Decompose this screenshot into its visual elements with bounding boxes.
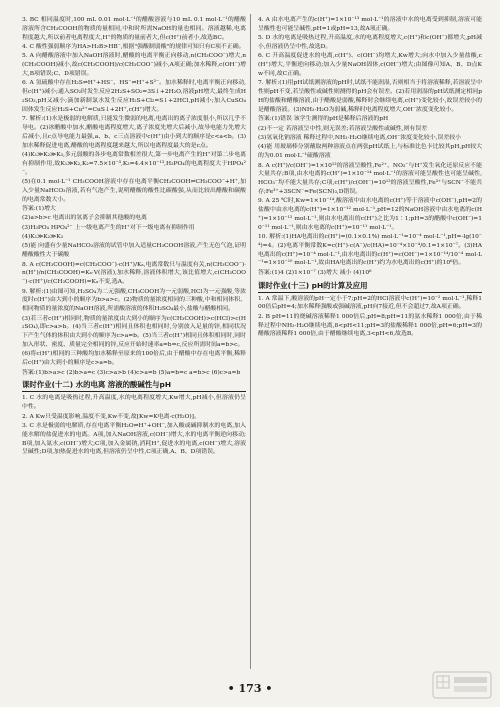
answer-paragraph: 6. C 升高温度促进水的电离,c(H⁺)、c(OH⁻)均增大,Kw增大;向水中加入少量盐酸,c(H⁺)增大,平衡逆向移动;加入少量NaOH固体,c(OH⁻)增大;由图像可知A、B、D点Kw不同,故C正确。: [258, 53, 482, 77]
right-column: [258, 16, 482, 671]
answer-paragraph: 6. A 氢硫酸中存在H₂S⇌H⁺+HS⁻、HS⁻⇌H⁺+S²⁻。加水稀释时,电离平衡正向移动,但c(H⁺)减小;通入SO₂时发生反应2H₂S+SO₂=3S↓+2H₂O,溶液pH增大,最终生成H₂SO₃,pH又减小;滴加新制氯水发生反应H₂S+Cl₂=S↓+2HCl,pH减小;加入CuSO₄固体发生反应H₂S+Cu²⁺=CuS↓+2H⁺,c(H⁺)增大。: [22, 80, 246, 113]
answer-paragraph: 8. A c(CH₃COOH)=c(CH₃COO⁻)·c(H⁺)/Kₐ,电离常数只与温度有关,n(CH₃COO⁻)·n(H⁺)/n(CH₃COOH)=Kₐ·V(溶液),加水稀释,溶液体积增大,该比值增大,c(CH₃COO⁻)·c(H⁺)/c(CH₃COOH)=Kₐ不变,选A。: [22, 261, 246, 286]
answer-paragraph: 1. C 水的电离是吸热过程,升高温度,水的电离程度增大,Kw增大,pH减小,但溶液仍呈中性。: [22, 395, 246, 411]
answer-paragraph: 答案:(1)增大: [22, 205, 56, 212]
answer-paragraph: 8. A c(H⁺)/c(OH⁻)=1×10¹²的溶液呈酸性,Fe²⁺、NO₃⁻与H⁺发生氧化还原反应不能大量共存;B项,由水电离的c(H⁺)=1×10⁻¹⁴ mol·L⁻¹的溶液可能呈酸性也可能呈碱性,HCO₃⁻均不能大量共存;C项,c(H⁺)/c(OH⁻)=10¹²的溶液呈酸性,Fe³⁺与SCN⁻不能共存;Fe³⁺+3SCN⁻=Fe(SCN)₃,D错误。: [258, 162, 482, 195]
answer-paragraph: 9. A 25 ℃时,Kw=1×10⁻¹⁴,酸溶液中由水电离的c(H⁺)等于溶液中c(OH⁻),pH=2的盐酸中由水电离的c(H⁺)=1×10⁻¹² mol·L⁻¹,pH=12的NaOH溶液中由水电离的c(H⁺)=1×10⁻¹² mol·L⁻¹,则由水电离出的c(H⁺)之比为1∶1;pH=3的醋酸中c(OH⁻)=10⁻¹¹ mol·L⁻¹,则由水电离的c(H⁺)=10⁻¹¹ mol·L⁻¹。: [258, 198, 482, 231]
answer-paragraph: (3)若三者c(H⁺)相同时,物质的量浓度由大到小的顺序为c(CH₃COOH)>c(HCl)>c(H₂SO₄),即c>a>b。(4)当三者c(H⁺)相同且体积也相同时,分别放入足量的锌,相同状况下产生气体的体积由大到小的顺序为c>a=b。(5)当三者c(H⁺)相同且体积相同时,同时加入形状、密度、质量完全相同的锌,反应开始时速率a=b=c,反应所需时间a=b>c。: [22, 315, 246, 348]
answer-paragraph: 3. C 水是极弱的电解质,存在电离平衡H₂O⇌H⁺+OH⁻,加入酸或碱抑制水的电离,加入能水解的盐促进水的电离。A项,加入NaOH溶液,c(OH⁻)增大,水的电离平衡逆向移动;B项,加入氨水,c(OH⁻)增大;C项,加入金属钠,消耗H⁺,促进水的电离,c(OH⁻)增大,溶液呈碱性;D项,加热促进水的电离,但溶液仍呈中性,C项正确,A、B、D项错误。: [22, 422, 246, 456]
answer-paragraph: 答案:(1)错误 该学生测得的pH是稀释后溶液的pH: [258, 116, 389, 123]
answer-paragraph: (4)K₁≫K₂≫K₃: [22, 234, 63, 241]
answer-paragraph: 2. A Kw只受温度影响,温度不变,Kw不变,故[Kw=K电离·c(H₂O)]。: [22, 413, 200, 420]
answer-paragraph: 5. D 水的电离是吸热过程,升高温度,水的电离程度增大,c(H⁺)和c(OH⁻)都增大,pH减小,但溶液仍呈中性,故选D。: [258, 35, 482, 50]
answer-paragraph: 3. BC 相同温度时,100 mL 0.01 mol·L⁻¹的醋酸溶液与10 mL 0.1 mol·L⁻¹的醋酸溶液所含CH₃COOH的物质的量相同,中和时所需NaOH的量也相同。溶液越稀,电离程度越大,所以前者电离程度大,H⁺的物质的量前者大,但c(H⁺)前者小,故选BC。: [22, 17, 246, 41]
answer-paragraph: 4. A 由水电离产生的c(H⁺)=1×10⁻¹³ mol·L⁻¹的溶液中水的电离受到抑制,溶液可能呈酸性也可能呈碱性,pH=1或pH=13,故A项正确。: [258, 17, 482, 32]
answer-paragraph: 2. B pH=11的烧碱溶液稀释1 000倍后,pH=8;pH=11的氨水稀释1 000倍,由于稀释过程中NH₃·H₂O继续电离,8<pH<11;pH=3的盐酸稀释1 000倍,pH=6;pH=3的醋酸溶液稀释1 000倍,由于醋酸继续电离,3<pH<6,故选B。: [258, 313, 482, 338]
answer-paragraph: 答案:(1)b>a>c (2)b>a=c (3)c>a>b (4)c>a=b (5)a=b=c a=b>c (6)c>a=b: [22, 369, 241, 376]
answer-paragraph: (4)K₁≫K₂≫K₃,多元弱酸的各步电离常数相差很大,第一步电离产生的H⁺对第二步电离有抑制作用,故K₁≫K₂,K₂=7.5×10⁻³,K₃=4.4×10⁻¹³,H₃PO₄的电离程度大于HPO₄²⁻。: [22, 151, 246, 176]
answer-paragraph: (4)能 用玻璃棒分别蘸取两种溶液点在两张pH试纸上,与标准比色卡比较其pH,pH较大的为0.01 mol·L⁻¹硫酸溶液: [258, 144, 482, 160]
page-number: • 173 •: [227, 682, 273, 695]
answer-paragraph: 10. 解析:(1)HA电离出的c(H⁺)=(0.1×0.1%) mol·L⁻¹=10⁻⁴ mol·L⁻¹,pH=-lg(10⁻⁴)=4。(2)电离平衡常数K=c(H⁺)·c(A⁻)/c(HA)=10⁻⁴×10⁻⁴/0.1=1×10⁻⁷。(3)HA电离出的c(H⁺)=10⁻⁴ mol·L⁻¹,由水电离出的c(H⁺)=c(OH⁻)=1×10⁻¹⁴/10⁻⁴ mol·L⁻¹=1×10⁻¹⁰ mol·L⁻¹,故由HA电离出的c(H⁺)约为水电离出的c(H⁺)的10⁶倍。: [258, 234, 482, 267]
answer-paragraph: (3)H₃PO₄ HPO₄²⁻ 上一级电离产生的H⁺对下一级电离有抑制作用: [22, 224, 195, 231]
answer-paragraph: (5)能 向盛有少量NaHCO₃溶液的试管中加入适量CH₃COOH溶液,产生无色气泡,证明醋酸酸性大于碳酸: [22, 243, 246, 259]
answer-paragraph: 7. 解析:(1)用pH试纸测溶液的pH时,试纸不能润湿,否则相当于将溶液稀释,若溶液呈中性则pH不变,若呈酸性或碱性则测得的pH会有误差。(2)若用润湿的pH试纸测定相同pH的盐酸和醋酸溶液,由于醋酸是弱酸,稀释时会继续电离,c(H⁺)变化较小,故误差较小的是醋酸溶液。(3)NH₃·H₂O为弱碱,稀释时电离程度增大,OH⁻浓度变化较小。: [258, 80, 482, 113]
answer-paragraph: (3)氢氧化钠溶液 稀释过程中,NH₃·H₂O继续电离,OH⁻浓度变化较小,误差较小: [258, 134, 462, 141]
answer-paragraph: 7. 解析:(1)水是极弱的电解质,只能发生微弱的电离,电离出的离子浓度很小,所以几乎不导电。(2)冰醋酸中加水,醋酸电离程度增大,离子浓度先增大后减小,故导电能力先增大后减小,且c点导电能力最强,a、b、c三点溶液中c(H⁺)由小到大的顺序是c<a<b。(3)加水稀释促进电离,醋酸的电离程度越来越大,所以电离程度最大的是c点。: [22, 116, 246, 149]
watermark-logo: [432, 671, 492, 699]
answer-paragraph: (2)a>b>c 电离出的氢离子会抑制其他酸的电离: [22, 215, 147, 222]
section-heading: 课时作业(十三) pH的计算及应用: [258, 281, 482, 293]
answer-paragraph: 1. A 常温下,酸溶液的pH一定小于7;pH=2的HCl溶液中c(H⁺)=10⁻² mol·L⁻¹,稀释100倍后pH=4;加水稀释强酸或强碱溶液,pH向7接近,但不会超过7,故A项正确。: [258, 295, 482, 311]
answer-paragraph: 5. A 向醋酸溶液中加入NaOH溶液时,醋酸的电离平衡正向移动,n(CH₃COO⁻)增大,n(CH₃COOH)减小,故c(CH₃COOH)/c(CH₃COO⁻)减小,A项正确;加水稀释,c(OH⁻)增大,B项错误;C、D项错误。: [22, 53, 246, 77]
answer-paragraph: 答案:(1)4 (2)1×10⁻⁷ (3)增大 减小 (4)10⁶: [258, 269, 372, 276]
answer-paragraph: (6)将c(H⁺)相同的三种酸均加水稀释至原来的100倍后,由于醋酸中存在电离平衡,稀释后c(H⁺)由大到小的顺序是c>a=b。: [22, 351, 246, 367]
answer-paragraph: (2)不一定 若溶液呈中性,则无误差;若溶液呈酸性或碱性,则有误差: [258, 125, 428, 132]
column-divider: [250, 14, 251, 669]
left-column: [22, 16, 246, 671]
section-heading: 课时作业(十二) 水的电离 溶液的酸碱性与pH: [22, 380, 246, 392]
answer-paragraph: (5)在0.1 mol·L⁻¹ CH₃COOH溶液中存在电离平衡CH₃COOH⇌CH₃COO⁻+H⁺,加入少量NaHCO₃溶液,若有气泡产生,说明醋酸的酸性比碳酸强,从而比较出醋酸和碳酸的电离常数大小。: [22, 178, 246, 203]
page-number-value: 173: [238, 682, 262, 695]
answer-paragraph: 4. C 酸性强弱顺序为HA>H₂B>HB⁻,根据"强酸制弱酸"的规律可知只有C项不正确。: [22, 43, 245, 50]
answer-paragraph: 9. 解析:(1)由图可知,H₂SO₄为二元强酸,CH₃COOH为一元弱酸,HCl为一元强酸,等浓度时c(H⁺)由大到小的顺序为b>a>c。(2)物质的量浓度相同的三种酸,中和相同体积、相同物质的量浓度的NaOH溶液,所需酸溶液的体积H₂SO₄最小,盐酸与醋酸相同。: [22, 288, 246, 313]
